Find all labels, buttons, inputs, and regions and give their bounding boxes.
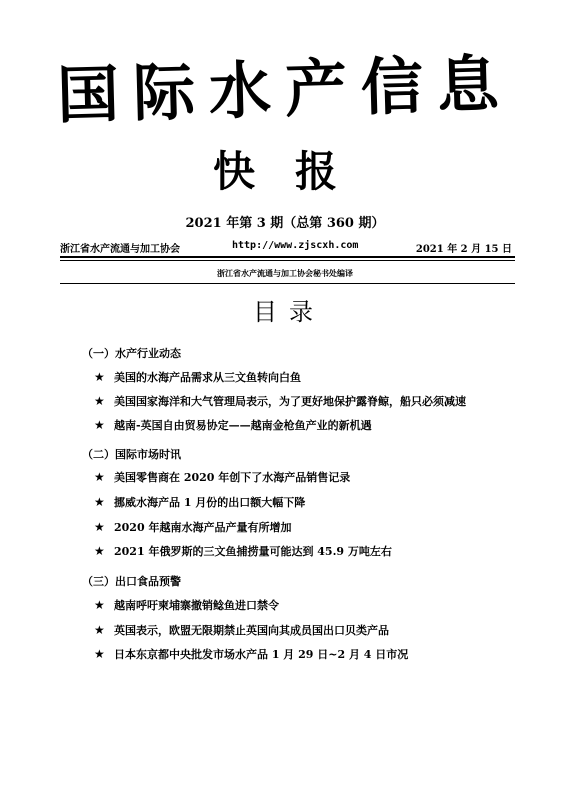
toc-item-text: 越南呼吁柬埔寨撤销鲶鱼进口禁令: [114, 599, 279, 612]
toc-item-text: 2021 年俄罗斯的三文鱼捕捞量可能达到 45.9 万吨左右: [114, 545, 392, 558]
toc-item-text: 2020 年越南水海产品产量有所增加: [114, 521, 292, 534]
star-icon: ★: [94, 495, 105, 509]
divider-compiler: [60, 283, 515, 284]
toc-title: 目录: [253, 298, 325, 326]
star-icon: ★: [94, 647, 105, 661]
star-icon: ★: [94, 394, 105, 408]
toc-item[interactable]: [94, 393, 466, 409]
toc-item-text: 美国的水海产品需求从三文鱼转向白鱼: [114, 371, 301, 384]
toc-item[interactable]: [94, 469, 350, 485]
masthead-title: 国际水产信息: [56, 47, 514, 132]
toc-item-text: 挪威水海产品 1 月份的出口额大幅下降: [114, 496, 306, 509]
star-icon: ★: [94, 623, 105, 637]
star-icon: ★: [94, 418, 105, 432]
star-icon: ★: [94, 598, 105, 612]
toc-item-text: 美国国家海洋和大气管理局表示，为了更好地保护露脊鲸，船只必须减速: [114, 395, 466, 408]
compiler-credit: 浙江省水产流通与加工协会秘书处编译: [217, 268, 353, 278]
toc-item-text: 日本东京都中央批发市场水产品 1 月 29 日~2 月 4 日市况: [114, 648, 409, 661]
publish-date: 2021 年 2 月 15 日: [415, 244, 512, 255]
toc-item[interactable]: [94, 494, 305, 510]
toc-item[interactable]: [94, 597, 279, 613]
issue-number: 2021 年第 3 期（总第 360 期）: [185, 216, 385, 231]
divider-thick: [60, 256, 515, 258]
toc-item[interactable]: [94, 519, 291, 535]
toc-item[interactable]: [94, 622, 389, 638]
toc-item[interactable]: [94, 543, 392, 559]
star-icon: ★: [94, 520, 105, 534]
toc-item-text: 美国零售商在 2020 年创下了水海产品销售记录: [114, 471, 351, 484]
star-icon: ★: [94, 544, 105, 558]
toc-item-text: 越南-英国自由贸易协定——越南金枪鱼产业的新机遇: [114, 419, 372, 432]
star-icon: ★: [94, 370, 105, 384]
toc-section-heading: （三）出口食品预警: [82, 575, 181, 588]
divider-thin: [60, 260, 515, 261]
toc-item[interactable]: [94, 417, 372, 433]
website-url[interactable]: http://www.zjscxh.com: [232, 240, 359, 251]
publisher-name: 浙江省水产流通与加工协会: [60, 244, 180, 255]
toc-item-text: 英国表示，欧盟无限期禁止英国向其成员国出口贝类产品: [114, 624, 389, 637]
toc-item[interactable]: [94, 646, 408, 662]
toc-item[interactable]: [94, 369, 301, 385]
masthead-subtitle: 快报: [212, 147, 377, 196]
toc-section-heading: （一）水产行业动态: [82, 347, 181, 360]
star-icon: ★: [94, 470, 105, 484]
toc-section-heading: （二）国际市场时讯: [82, 448, 181, 461]
